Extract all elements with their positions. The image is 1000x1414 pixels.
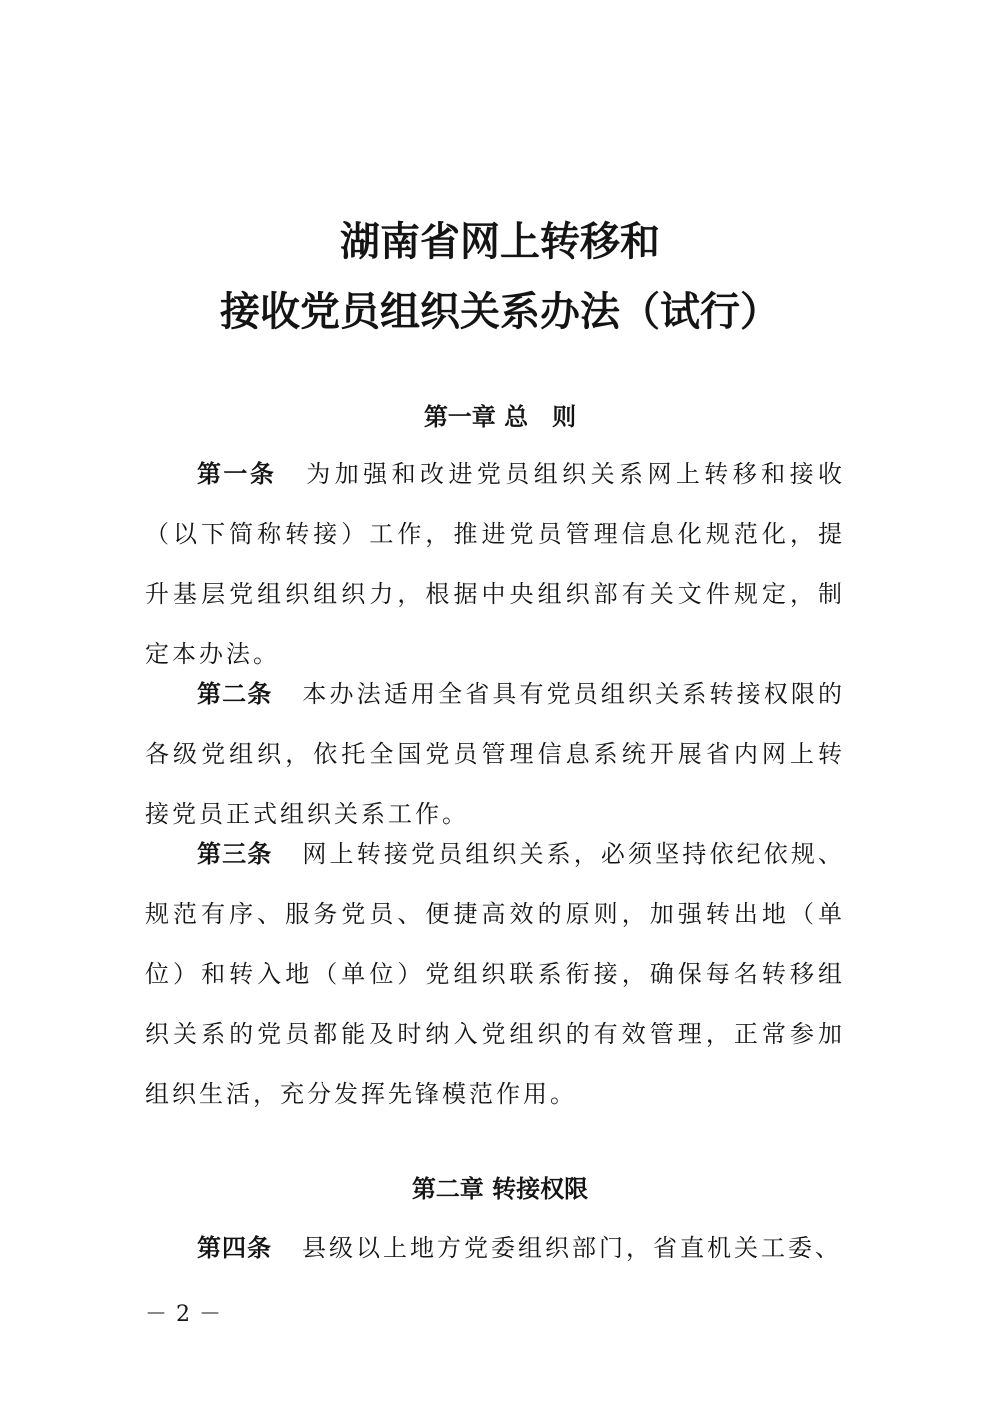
article-4 <box>145 1218 845 1278</box>
article-1 <box>145 444 845 684</box>
chapter-heading-2: 第二章 转接权限 <box>411 1175 589 1203</box>
document-title-line-1: 湖南省网上转移和 <box>340 218 660 265</box>
article-2 <box>145 664 845 844</box>
article-label: 第二条 <box>197 680 273 708</box>
article-text: 本办法适用全省具有党员组织关系转接权限的各级党组织，依托全国党员管理信息系统开展省内网上转接党员正式组织关系工作。 <box>145 680 846 828</box>
article-label: 第四条 <box>197 1234 272 1262</box>
article-label: 第三条 <box>197 840 273 868</box>
article-3 <box>145 824 845 1124</box>
article-text: 为加强和改进党员组织关系网上转移和接收（以下简称转接）工作，推进党员管理信息化规范化，提升基层党组织组织力，根据中央组织部有关文件规定，制定本办法。 <box>145 460 846 668</box>
article-text: 县级以上地方党委组织部门，省直机关工委、 <box>302 1234 842 1262</box>
article-text: 网上转接党员组织关系，必须坚持依纪依规、规范有序、服务党员、便捷高效的原则，加强转出地（单位）和转入地（单位）党组织联系衔接，确保每名转移组织关系的党员都能及时纳入党组织的有效管理，正常参加组织生活，充分发挥先锋模范作用。 <box>145 840 846 1108</box>
article-label: 第一条 <box>197 460 277 488</box>
page-number: － 2 － <box>145 1302 222 1327</box>
chapter-heading-1: 第一章 总 则 <box>423 403 577 431</box>
document-title-line-2: 接收党员组织关系办法（试行） <box>220 288 780 335</box>
